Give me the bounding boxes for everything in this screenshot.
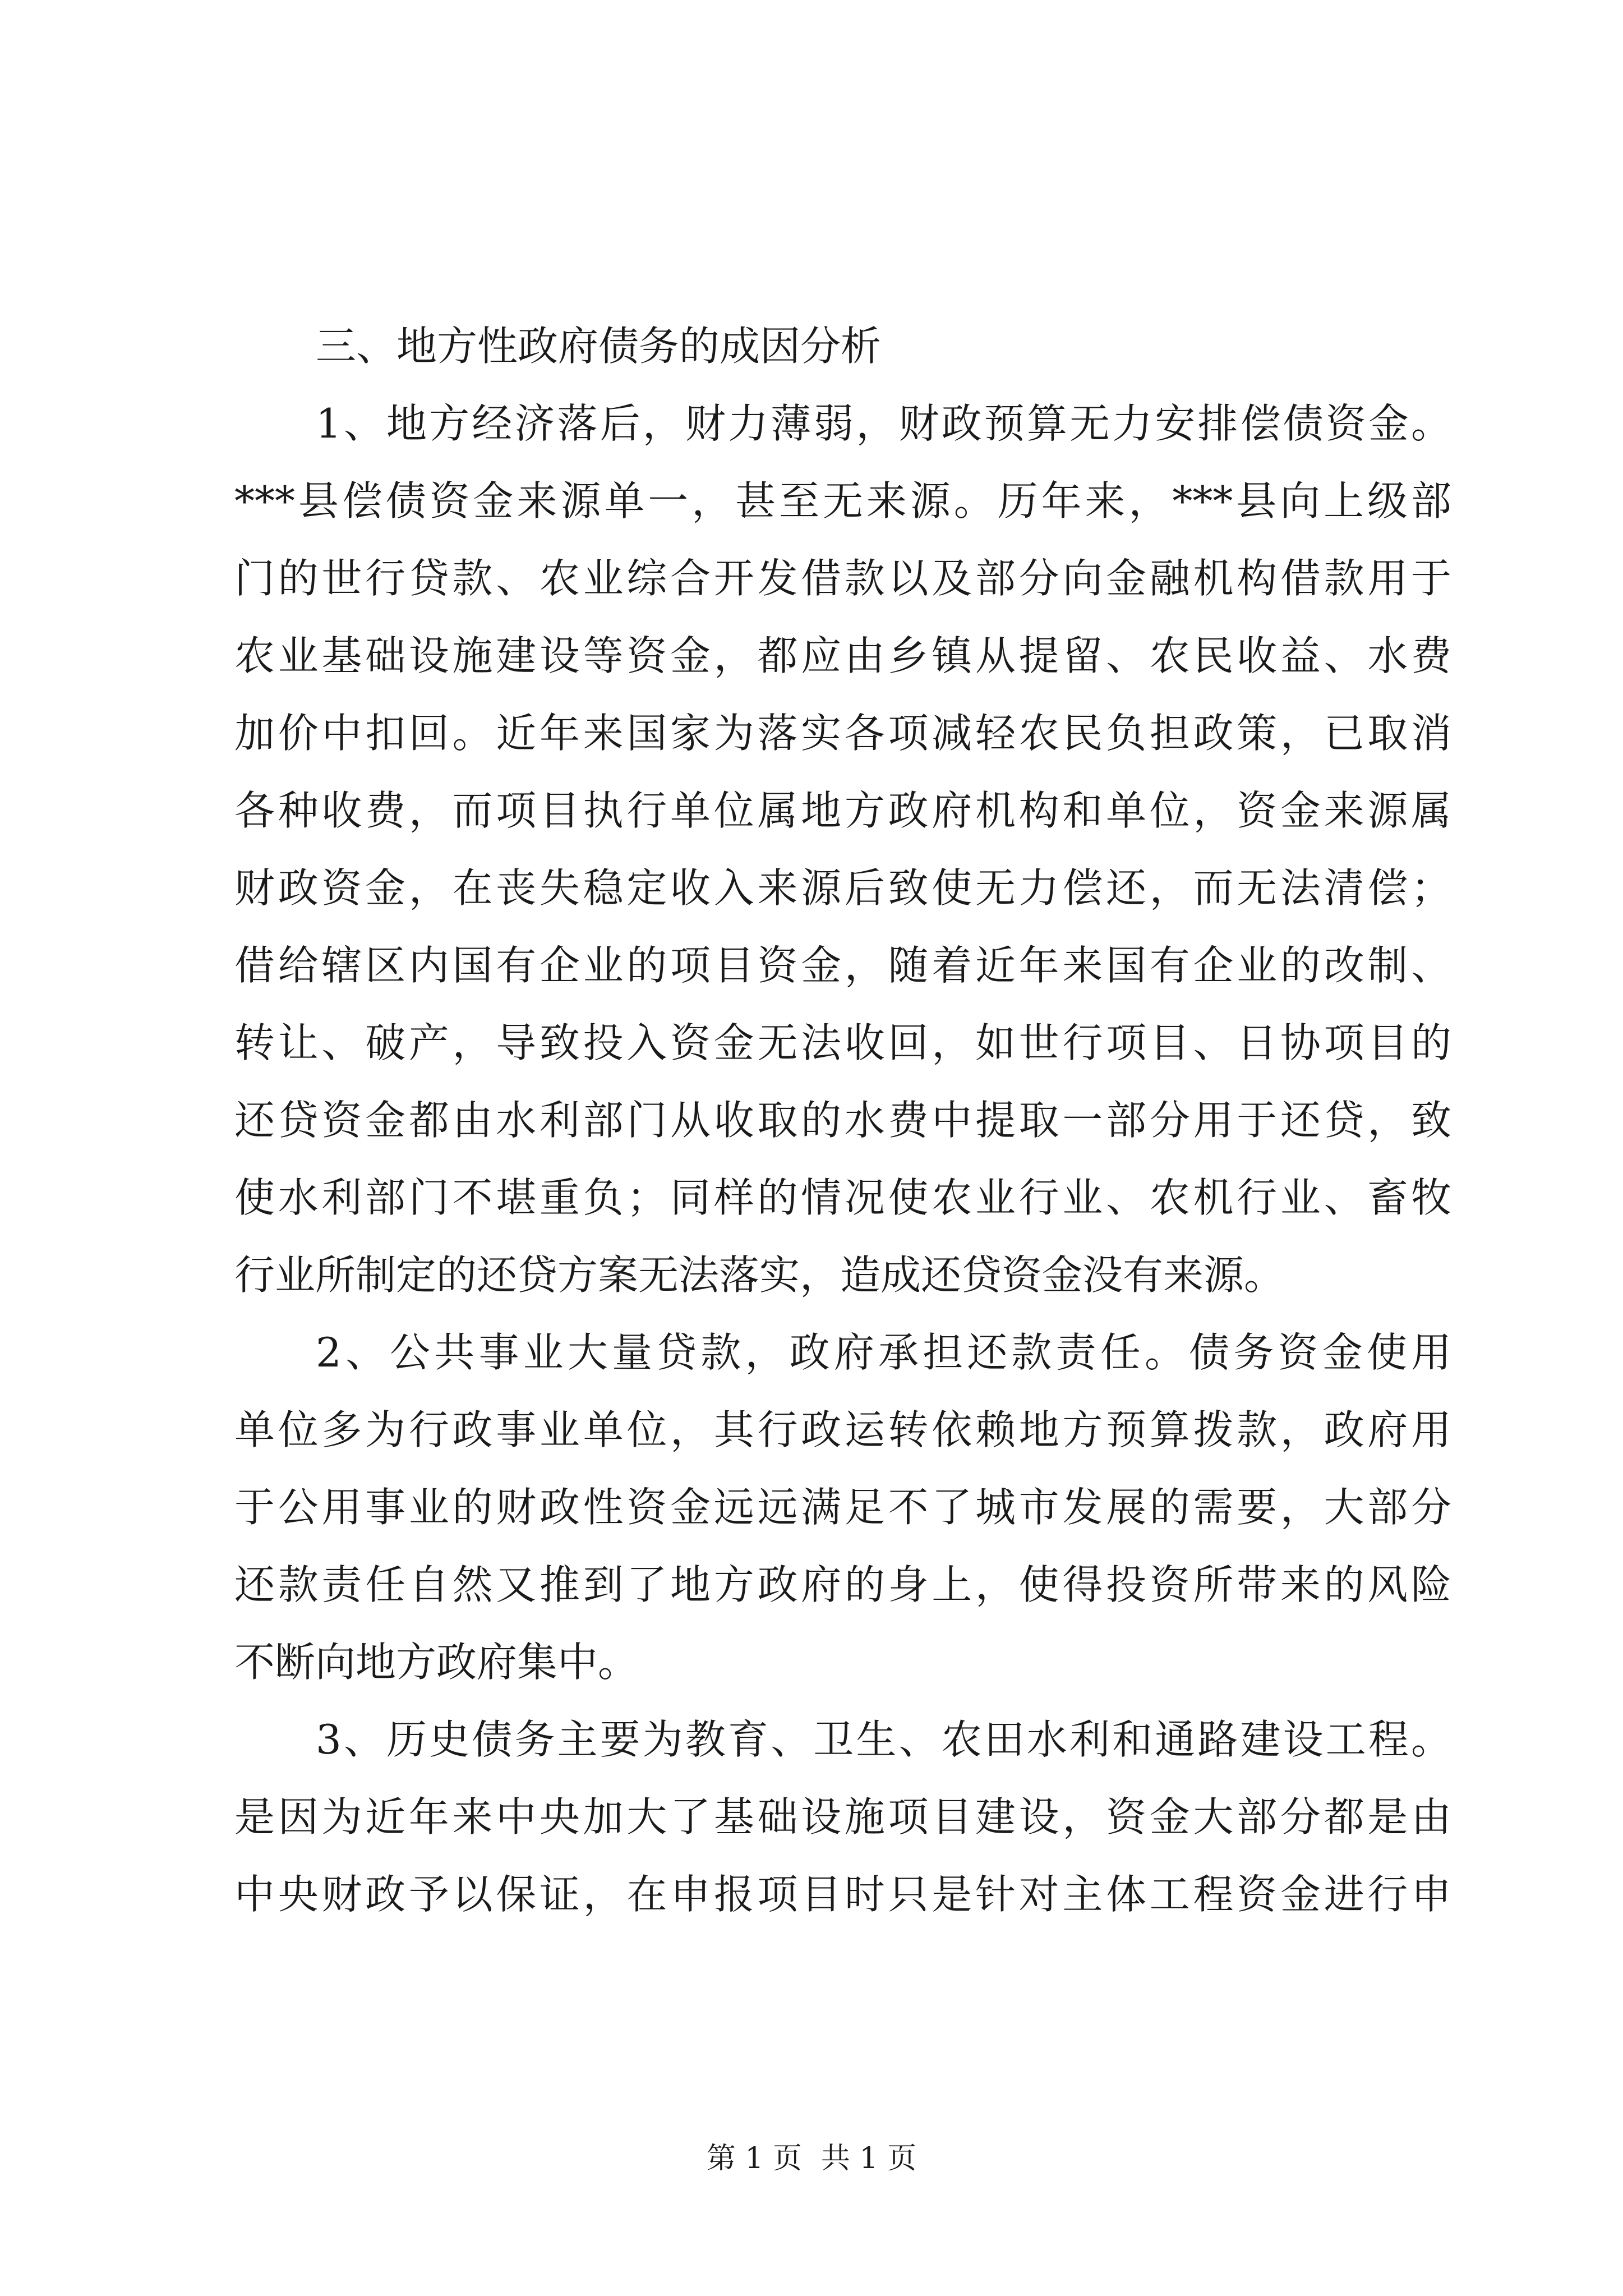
paragraph-2-line-4: 还款责任自然又推到了地方政府的身上，使得投资所带来的风险 <box>234 1561 1451 1608</box>
paragraph-1-line-3: 门的世行贷款、农业综合开发借款以及部分向金融机构借款用于 <box>234 555 1451 602</box>
paragraph-3-line-2: 是因为近年来中央加大了基础设施项目建设，资金大部分都是由 <box>234 1793 1451 1841</box>
paragraph-3-line-3: 中央财政予以保证，在申报项目时只是针对主体工程资金进行申 <box>234 1871 1451 1918</box>
section-heading: 三、地方性政府债务的成因分析 <box>316 323 882 370</box>
paragraph-1-line-1: 1、地方经济落后，财力薄弱，财政预算无力安排偿债资金。 <box>316 400 1451 447</box>
paragraph-2-line-2: 单位多为行政事业单位，其行政运转依赖地方预算拨款，政府用 <box>234 1406 1451 1453</box>
page-number: 第 1 页 <box>706 2142 802 2175</box>
paragraph-1-line-12: 行业所制定的还贷方案无法落实，造成还贷资金没有来源。 <box>234 1251 1285 1299</box>
paragraph-1-line-5: 加价中扣回。近年来国家为落实各项减轻农民负担政策，已取消 <box>234 710 1451 757</box>
document-body <box>234 307 1451 1933</box>
paragraph-1-line-9: 转让、破产，导致投入资金无法收回，如世行项目、日协项目的 <box>234 1019 1451 1066</box>
paragraph-1-line-11: 使水利部门不堪重负；同样的情况使农业行业、农机行业、畜牧 <box>234 1174 1451 1221</box>
paragraph-1-line-6: 各种收费，而项目执行单位属地方政府机构和单位，资金来源属 <box>234 787 1451 834</box>
paragraph-1-line-4: 农业基础设施建设等资金，都应由乡镇从提留、农民收益、水费 <box>234 632 1451 679</box>
paragraph-2-line-3: 于公用事业的财政性资金远远满足不了城市发展的需要，大部分 <box>234 1484 1451 1531</box>
paragraph-2-line-1: 2、公共事业大量贷款，政府承担还款责任。债务资金使用 <box>316 1329 1451 1376</box>
paragraph-1-line-8: 借给辖区内国有企业的项目资金，随着近年来国有企业的改制、 <box>234 942 1451 989</box>
paragraph-3-line-1: 3、历史债务主要为教育、卫生、农田水利和通路建设工程。 <box>316 1716 1451 1763</box>
paragraph-1-line-2: ***县偿债资金来源单一，甚至无来源。历年来，***县向上级部 <box>234 477 1451 524</box>
paragraph-1-line-7: 财政资金，在丧失稳定收入来源后致使无力偿还，而无法清偿； <box>234 864 1451 912</box>
page-footer <box>0 2142 1623 2175</box>
paragraph-1-line-10: 还贷资金都由水利部门从收取的水费中提取一部分用于还贷，致 <box>234 1097 1451 1144</box>
paragraph-2-line-5: 不断向地方政府集中。 <box>234 1639 639 1686</box>
page-total: 共 1 页 <box>821 2142 917 2175</box>
